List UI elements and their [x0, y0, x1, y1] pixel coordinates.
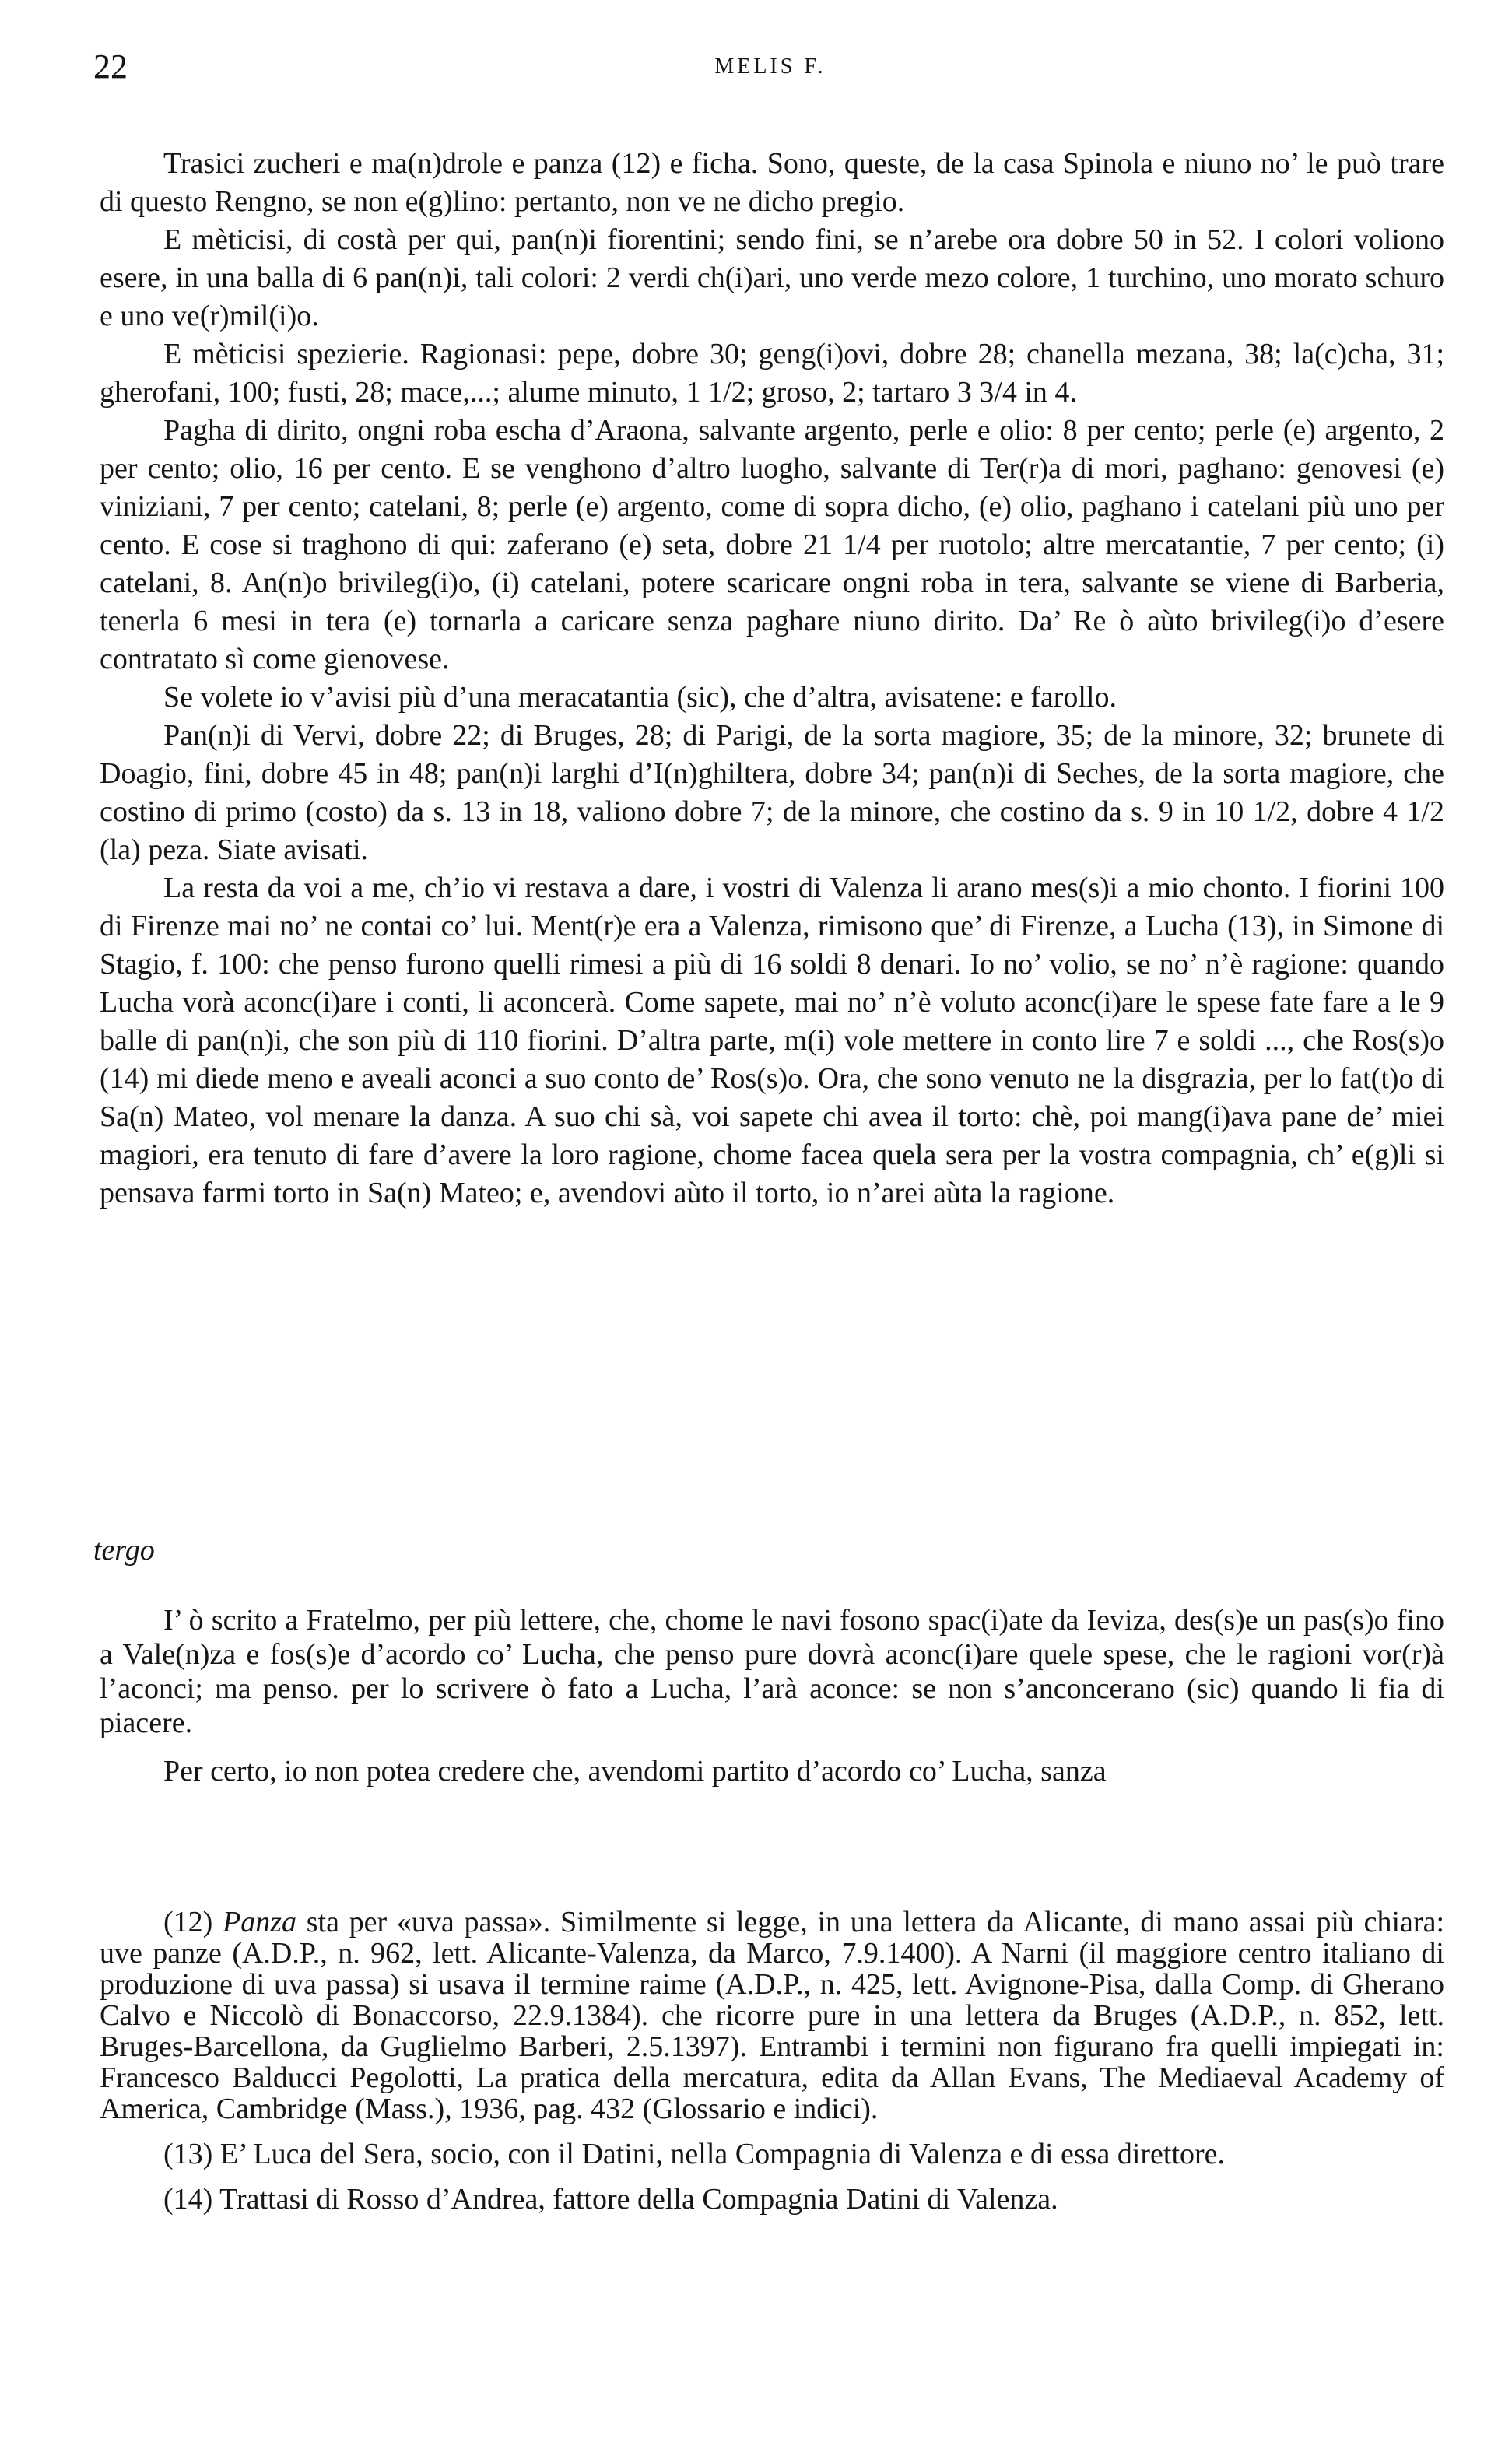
page-header	[93, 47, 1447, 93]
footnote-text: Trattasi di Rosso d’Andrea, fattore della Compagnia Datini di Valenza.	[219, 2183, 1058, 2216]
body-paragraph: E mèticisi, di costà per qui, pan(n)i fiorentini; sendo fini, se n’arebe ora dobre 50 in 52. I colori voliono esere, in una balla di 6 pan(n)i, tali colori: 2 verdi ch(i)ari, uno verde mezo colore, 1 turchino, uno morato schuro e uno ve(r)mil(i)o.	[100, 223, 1444, 332]
footnote-12	[100, 1907, 1444, 2124]
footnote-mark: (13)	[163, 2138, 213, 2170]
footnote-title: Panza	[223, 1906, 297, 1938]
body-paragraph: Se volete io v’avisi più d’una meracatantia (sic), che d’altra, avisatene: e farollo.	[163, 681, 1117, 714]
body-paragraph: La resta da voi a me, ch’io vi restava a dare, i vostri di Valenza li arano mes(s)i a mio chonto. I fiorini 100 di Firenze mai no’ ne contai co’ lui. Ment(r)e era a Valenza, rimisono que’ di Firenze, a Lucha (13), in Simone di Stagio, f. 100: che penso furono quelli rimesi a più di 16 soldi 8 denari. Io no’ volio, se no’ n’è ragione: quando Lucha vorà aconc(i)are i conti, li aconcerà. Come sapete, mai no’ n’è voluto aconc(i)are le spese fate fare a le 9 balle di pan(n)i, che son più di 110 fiorini. D’altra parte, m(i) vole mettere in conto lire 7 e soldi ..., che Ros(s)o (14) mi diede meno e aveali aconci a suo conto de’ Ros(s)o. Ora, che sono venuto ne la disgrazia, per lo fat(t)o di Sa(n) Mateo, vol menare la danza. A suo chi sà, voi sapete chi avea il torto: chè, poi mang(i)ava pane de’ miei magiori, era tenuto di fare d’avere la loro ragione, chome facea quela sera per la vostra compagnia, ch’ e(g)li si pensava farmi torto in Sa(n) Mateo; e, avendovi aùto il torto, io n’arei aùta la ragione.	[100, 872, 1444, 1209]
footnotes	[100, 1907, 1444, 2229]
running-head: MELIS F.	[714, 54, 826, 79]
tergo-paragraph: I’ ò scrito a Fratelmo, per più lettere, che, chome le navi fosono spac(i)ate da Ieviza, des(s)e un pas(s)o fino a Vale(n)za e fos(s)e d’acordo co’ Lucha, che penso pure dovrà aconc(i)are quele spese, che le ragioni vor(r)à l’aconci; ma penso. per lo scrivere ò fato a Lucha, l’arà aconce: se non s’anconcerano (sic) quando li fia di piacere.	[100, 1604, 1444, 1739]
footnote-14	[100, 2184, 1444, 2215]
footnote-mark: (12)	[163, 1906, 213, 1938]
body-paragraph: Pagha di dirito, ongni roba escha d’Araona, salvante argento, perle e olio: 8 per cento; perle (e) argento, 2 per cento; olio, 16 per cento. E se venghono d’altro luogho, salvante di Ter(r)a di mori, paghano: genovesi (e) viniziani, 7 per cento; catelani, 8; perle (e) argento, come di sopra dicho, (e) olio, paghano i catelani più uno per cento. E cose si traghono di qui: zaferano (e) seta, dobre 21 1/4 per ruotolo; altre mercatantie, 7 per cento; (i) catelani, 8. An(n)o brivileg(i)o, (i) catelani, potere scaricare ongni roba in tera, salvante se viene di Barberia, tenerla 6 mesi in tera (e) tornarla a caricare senza paghare niuno dirito. Da’ Re ò aùto brivileg(i)o d’esere contratato sì come gienovese.	[100, 414, 1444, 675]
footnote-mark: (14)	[163, 2183, 213, 2216]
tergo-paragraph: Per certo, io non potea credere che, avendomi partito d’acordo co’ Lucha, sanza	[163, 1755, 1107, 1788]
tergo-label: tergo	[93, 1534, 155, 1567]
footnote-text: E’ Luca del Sera, socio, con il Datini, nella Compagnia di Valenza e di essa direttore.	[219, 2138, 1226, 2170]
body-paragraph: Pan(n)i di Vervi, dobre 22; di Bruges, 28; di Parigi, de la sorta magiore, 35; de la minore, 32; brunete di Doagio, fini, dobre 45 in 48; pan(n)i larghi d’I(n)ghiltera, dobre 34; pan(n)i di Seches, de la sorta magiore, che costino di primo (costo) da s. 13 in 18, valiono dobre 7; de la minore, che costino da s. 9 in 10 1/2, dobre 4 1/2 (la) peza. Siate avisati.	[100, 719, 1444, 866]
footnote-text: sta per «uva passa». Similmente si legge, in una lettera da Alicante, di mano assai più chiara: uve panze (A.D.P., n. 962, lett. Alicante-Valenza, da Marco, 7.9.1400). A Narni (il maggiore centro italiano di produzione di uva passa) si usava il termine raime (A.D.P., n. 425, lett. Avignone-Pisa, dalla Comp. di Gherano Calvo e Niccolò di Bonaccorso, 22.9.1384). che ricorre pure in una lettera da Bruges (A.D.P., n. 852, lett. Bruges-Barcellona, da Guglielmo Barberi, 2.5.1397). Entrambi i termini non figurano fra quelli impiegati in: Francesco Balducci Pegolotti, La pratica della mercatura, edita da Allan Evans, The Mediaeval Academy of America, Cambridge (Mass.), 1936, pag. 432 (Glossario e indici).	[100, 1906, 1445, 2125]
body-paragraph: Trasici zucheri e ma(n)drole e panza (12) e ficha. Sono, queste, de la casa Spinola e niuno no’ le può trare di questo Rengno, se non e(g)lino: pertanto, non ve ne dicho pregio.	[100, 147, 1444, 218]
letter-body	[100, 145, 1444, 1212]
footnote-13	[100, 2138, 1444, 2170]
tergo-section	[100, 1603, 1444, 1802]
page-number: 22	[93, 47, 128, 86]
body-paragraph: E mèticisi spezierie. Ragionasi: pepe, dobre 30; geng(i)ovi, dobre 28; chanella mezana, 38; la(c)cha, 31; gherofani, 100; fusti, 28; mace,...; alume minuto, 1 1/2; groso, 2; tartaro 3 3/4 in 4.	[100, 338, 1444, 409]
